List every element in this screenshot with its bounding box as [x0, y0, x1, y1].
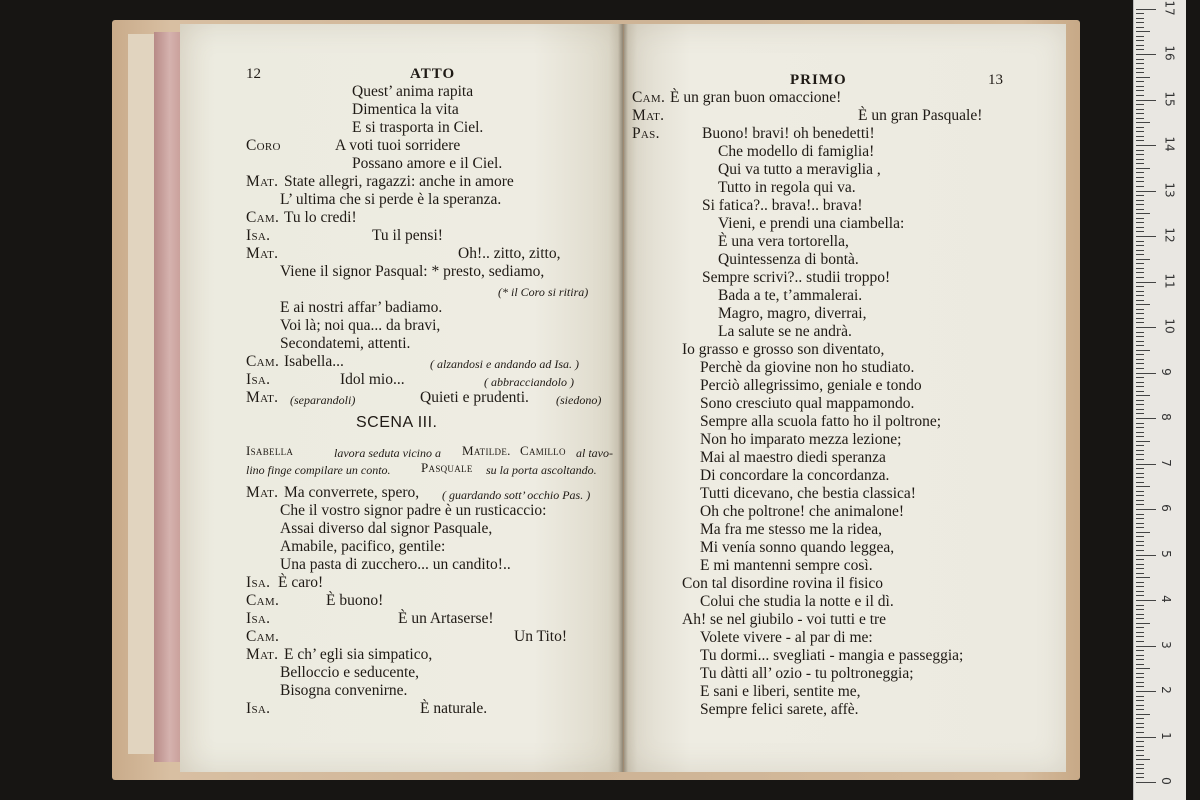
stage-direction: lino finge compilare un conto.: [246, 463, 391, 477]
stage-direction: ( abbracciandolo ): [484, 375, 574, 389]
ruler-tick: [1136, 377, 1144, 378]
speaker: Isa.: [246, 227, 271, 244]
verse-line: Bada a te, t’ammalerai.: [718, 287, 863, 304]
ruler-label: 7: [1158, 458, 1173, 467]
verse-line: Si fatica?.. brava!.. brava!: [702, 197, 863, 214]
measuring-ruler: [1133, 0, 1186, 800]
verse-line: Oh!.. zitto, zitto,: [458, 245, 561, 262]
ruler-tick: [1136, 518, 1144, 519]
ruler-tick: [1136, 523, 1144, 524]
ruler-tick: [1136, 77, 1150, 78]
ruler-tick: [1136, 573, 1144, 574]
ruler-tick: [1136, 236, 1156, 237]
ruler-tick: [1136, 195, 1144, 196]
ruler-tick: [1136, 714, 1150, 715]
ruler-tick: [1136, 618, 1144, 619]
ruler-tick: [1136, 673, 1144, 674]
ruler-tick: [1136, 13, 1144, 14]
ruler-tick: [1136, 514, 1144, 515]
verse-line: Tu il pensi!: [372, 227, 443, 244]
ruler-tick: [1136, 436, 1144, 437]
ruler-tick: [1136, 723, 1144, 724]
ruler-tick: [1136, 650, 1144, 651]
verse-line: Un Tito!: [514, 628, 567, 645]
ruler-tick: [1136, 373, 1156, 374]
ruler-tick: [1136, 318, 1144, 319]
ruler-label: 1: [1158, 731, 1173, 740]
ruler-tick: [1136, 591, 1144, 592]
verse-line: Tu dàtti all’ ozio - tu poltroneggia;: [700, 665, 914, 682]
verse-line: Quest’ anima rapita: [352, 83, 474, 100]
ruler-tick: [1136, 773, 1144, 774]
ruler-tick: [1136, 646, 1156, 647]
verse-line: È una vera tortorella,: [718, 233, 849, 250]
ruler-tick: [1136, 272, 1144, 273]
speaker: Mat.: [246, 389, 279, 406]
ruler-tick: [1136, 291, 1144, 292]
ruler-tick: [1136, 31, 1150, 32]
ruler-tick: [1136, 304, 1150, 305]
ruler-tick: [1136, 491, 1144, 492]
ruler-tick: [1136, 668, 1150, 669]
speaker: Mat.: [246, 484, 279, 501]
ruler-tick: [1136, 432, 1144, 433]
ruler-tick: [1136, 59, 1144, 60]
ruler-tick: [1136, 231, 1144, 232]
right-page: [624, 24, 1066, 772]
verse-line: Oh che poltrone! che animalone!: [700, 503, 904, 520]
ruler-tick: [1136, 686, 1144, 687]
ruler-tick: [1136, 191, 1156, 192]
ruler-tick: [1136, 504, 1144, 505]
ruler-tick: [1136, 727, 1144, 728]
ruler-tick: [1136, 245, 1144, 246]
ruler-tick: [1136, 222, 1144, 223]
ruler-tick: [1136, 664, 1144, 665]
speaker: Cam.: [632, 89, 666, 106]
verse-line: Che il vostro signor padre è un rusticaccio:: [280, 502, 547, 519]
speaker: Cam.: [246, 353, 280, 370]
ruler-tick: [1136, 159, 1144, 160]
ruler-tick: [1136, 313, 1144, 314]
ruler-tick: [1136, 718, 1144, 719]
speaker: Cam.: [246, 592, 280, 609]
verse-line: Colui che studia la notte e il dì.: [700, 593, 894, 610]
ruler-tick: [1136, 655, 1144, 656]
verse-line: Belloccio e seducente,: [280, 664, 420, 681]
verse-line: E ai nostri affar’ badiamo.: [280, 299, 443, 316]
ruler-tick: [1136, 118, 1144, 119]
ruler-tick: [1136, 36, 1144, 37]
verse-line: Volete vivere - al par di me:: [700, 629, 873, 646]
left-page: [180, 24, 623, 772]
verse-line: Voi là; noi qua... da bravi,: [280, 317, 441, 334]
speaker: Coro: [246, 137, 281, 154]
ruler-tick: [1136, 454, 1144, 455]
speaker: Mat.: [246, 173, 279, 190]
ruler-tick: [1136, 49, 1144, 50]
ruler-tick: [1136, 295, 1144, 296]
verse-line: Assai diverso dal signor Pasquale,: [280, 520, 493, 537]
ruler-tick: [1136, 54, 1156, 55]
verse-line: Quintessenza di bontà.: [718, 251, 859, 268]
stage-direction: (separandoli): [290, 393, 356, 407]
ruler-tick: [1136, 9, 1156, 10]
page-number: 12: [246, 66, 261, 82]
verse-line: E sani e liberi, sentite me,: [700, 683, 861, 700]
ruler-tick: [1136, 63, 1144, 64]
verse-line: È caro!: [278, 574, 324, 591]
verse-line: Sempre scrivi?.. studii troppo!: [702, 269, 891, 286]
ruler-tick: [1136, 350, 1150, 351]
ruler-tick: [1136, 345, 1144, 346]
ruler-tick: [1136, 286, 1144, 287]
page-edge: [154, 32, 180, 762]
stage-direction: ( alzandosi e andando ad Isa. ): [430, 357, 579, 371]
ruler-tick: [1136, 782, 1156, 783]
ruler-tick: [1136, 168, 1150, 169]
ruler-tick: [1136, 104, 1144, 105]
ruler-tick: [1136, 140, 1144, 141]
ruler-label: 2: [1158, 686, 1173, 694]
ruler-tick: [1136, 623, 1150, 624]
ruler-tick: [1136, 131, 1144, 132]
verse-line: Vieni, e prendi una ciambella:: [718, 215, 905, 232]
ruler-tick: [1136, 254, 1144, 255]
book-gutter: [618, 24, 628, 772]
ruler-tick: [1136, 641, 1144, 642]
ruler-tick: [1136, 359, 1144, 360]
ruler-tick: [1136, 413, 1144, 414]
verse-line: Idol mio...: [340, 371, 405, 388]
ruler-tick: [1136, 482, 1144, 483]
ruler-tick: [1136, 700, 1144, 701]
ruler-tick: [1136, 213, 1150, 214]
verse-line: Sono cresciuto qual mappamondo.: [700, 395, 915, 412]
verse-line: Tu dormi... svegliati - mangia e passeggia;: [700, 647, 964, 664]
verse-line: È un gran Pasquale!: [858, 107, 983, 124]
ruler-tick: [1136, 732, 1144, 733]
ruler-tick: [1136, 450, 1144, 451]
ruler-tick: [1136, 605, 1144, 606]
ruler-tick: [1136, 568, 1144, 569]
character-name: Pasquale: [421, 460, 473, 475]
verse-line: Che modello di famiglia!: [718, 143, 875, 160]
ruler-tick: [1136, 122, 1150, 123]
ruler-tick: [1136, 268, 1144, 269]
ruler-tick: [1136, 86, 1144, 87]
ruler-tick: [1136, 227, 1144, 228]
ruler-tick: [1136, 332, 1144, 333]
verse-line: Perchè da giovine non ho studiato.: [700, 359, 915, 376]
verse-line: E mi mantenni sempre così.: [700, 557, 873, 574]
ruler-tick: [1136, 150, 1144, 151]
stage-direction: al tavo-: [576, 446, 613, 460]
ruler-tick: [1136, 354, 1144, 355]
ruler-tick: [1136, 527, 1144, 528]
verse-line: Una pasta di zucchero... un candito!..: [280, 556, 511, 573]
ruler-tick: [1136, 250, 1144, 251]
verse-line: Mi venía sonno quando leggea,: [700, 539, 895, 556]
ruler-tick: [1136, 427, 1144, 428]
speaker: Cam.: [246, 628, 280, 645]
stage-direction: (siedono): [556, 393, 602, 407]
ruler-tick: [1136, 395, 1150, 396]
ruler-tick: [1136, 632, 1144, 633]
ruler-tick: [1136, 204, 1144, 205]
running-head: ATTO: [410, 66, 456, 82]
verse-line: Qui va tutto a meraviglia ,: [718, 161, 881, 178]
ruler-tick: [1136, 600, 1156, 601]
ruler-tick: [1136, 777, 1144, 778]
speaker: Mat.: [246, 245, 279, 262]
verse-line: Isabella...: [284, 353, 344, 370]
verse-line: Ma fra me stesso me la ridea,: [700, 521, 883, 538]
ruler-tick: [1136, 163, 1144, 164]
ruler-tick: [1136, 72, 1144, 73]
ruler-tick: [1136, 614, 1144, 615]
verse-line: Ah! se nel giubilo - voi tutti e tre: [682, 611, 887, 628]
ruler-tick: [1136, 209, 1144, 210]
ruler-tick: [1136, 550, 1144, 551]
verse-line: Viene il signor Pasqual: * presto, sediamo,: [280, 263, 545, 280]
scene-title: SCENA III.: [356, 414, 438, 431]
verse-line: E si trasporta in Ciel.: [352, 119, 484, 136]
ruler-tick: [1136, 468, 1144, 469]
ruler-tick: [1136, 200, 1144, 201]
ruler-tick: [1136, 746, 1144, 747]
ruler-tick: [1136, 764, 1144, 765]
page-number: 13: [988, 72, 1003, 88]
ruler-label: 3: [1158, 640, 1173, 649]
verse-line: La salute se ne andrà.: [718, 323, 852, 340]
ruler-tick: [1136, 636, 1144, 637]
verse-line: Sempre alla scuola fatto ho il poltrone;: [700, 413, 942, 430]
speaker: Pas.: [632, 125, 660, 142]
ruler-tick: [1136, 109, 1144, 110]
ruler-tick: [1136, 186, 1144, 187]
ruler-label: 12: [1162, 227, 1177, 243]
ruler-tick: [1136, 386, 1144, 387]
character-name: Isabella: [246, 443, 294, 458]
ruler-tick: [1136, 477, 1144, 478]
ruler-tick: [1136, 586, 1144, 587]
ruler-tick: [1136, 541, 1144, 542]
verse-line: Sempre felici sarete, affè.: [700, 701, 859, 718]
ruler-tick: [1136, 555, 1156, 556]
ruler-tick: [1136, 595, 1144, 596]
ruler-tick: [1136, 145, 1156, 146]
ruler-tick: [1136, 500, 1144, 501]
ruler-tick: [1136, 559, 1144, 560]
ruler-tick: [1136, 263, 1144, 264]
character-name: Matilde.: [462, 443, 511, 458]
verse-line: Tu lo credi!: [284, 209, 357, 226]
verse-line: Magro, magro, diverrai,: [718, 305, 867, 322]
ruler-label: 15: [1162, 90, 1177, 107]
verse-line: L’ ultima che si perde è la speranza.: [280, 191, 502, 208]
ruler-label: 9: [1158, 367, 1173, 376]
speaker: Cam.: [246, 209, 280, 226]
ruler-tick: [1136, 445, 1144, 446]
verse-line: Ma converrete, spero,: [284, 484, 420, 501]
ruler-tick: [1136, 241, 1144, 242]
ruler-tick: [1136, 418, 1156, 419]
verse-line: Secondatemi, attenti.: [280, 335, 411, 352]
ruler-label: 10: [1162, 318, 1177, 334]
ruler-tick: [1136, 495, 1144, 496]
ruler-tick: [1136, 691, 1156, 692]
ruler-tick: [1136, 582, 1144, 583]
verse-line: Perciò allegrissimo, geniale e tondo: [700, 377, 922, 394]
speaker: Isa.: [246, 610, 271, 627]
ruler-tick: [1136, 277, 1144, 278]
ruler-tick: [1136, 750, 1144, 751]
ruler-tick: [1136, 336, 1144, 337]
ruler-tick: [1136, 322, 1144, 323]
ruler-tick: [1136, 755, 1144, 756]
ruler-label: 0: [1158, 777, 1173, 785]
ruler-tick: [1136, 464, 1156, 465]
ruler-label: 16: [1162, 45, 1177, 61]
verse-line: Di concordare la concordanza.: [700, 467, 890, 484]
ruler-tick: [1136, 113, 1144, 114]
ruler-label: 8: [1158, 413, 1173, 421]
verse-line: Tutti dicevano, che bestia classica!: [700, 485, 916, 502]
verse-line: E ch’ egli sia simpatico,: [284, 646, 433, 663]
ruler-tick: [1136, 682, 1144, 683]
ruler-tick: [1136, 473, 1144, 474]
ruler-tick: [1136, 532, 1150, 533]
verse-line: Buono! bravi! oh benedetti!: [702, 125, 875, 142]
ruler-tick: [1136, 459, 1144, 460]
ruler-tick: [1136, 737, 1156, 738]
ruler-tick: [1136, 705, 1144, 706]
ruler-tick: [1136, 127, 1144, 128]
character-name: Camillo: [520, 443, 566, 458]
ruler-tick: [1136, 177, 1144, 178]
ruler-tick: [1136, 609, 1144, 610]
ruler-tick: [1136, 327, 1156, 328]
verse-line: A voti tuoi sorridere: [335, 137, 461, 154]
ruler-tick: [1136, 368, 1144, 369]
ruler-tick: [1136, 545, 1144, 546]
ruler-tick: [1136, 536, 1144, 537]
ruler-tick: [1136, 136, 1144, 137]
ruler-tick: [1136, 90, 1144, 91]
speaker: Mat.: [246, 646, 279, 663]
verse-line: È un Artaserse!: [398, 610, 494, 627]
ruler-tick: [1136, 423, 1144, 424]
ruler-label: 14: [1162, 136, 1177, 152]
stage-direction: su la porta ascoltando.: [486, 463, 597, 477]
ruler-label: 6: [1158, 504, 1173, 512]
verse-line: È un gran buon omaccione!: [670, 89, 842, 106]
running-head: PRIMO: [790, 72, 847, 88]
ruler-tick: [1136, 741, 1144, 742]
speaker: Isa.: [246, 574, 271, 591]
ruler-tick: [1136, 768, 1144, 769]
ruler-tick: [1136, 759, 1150, 760]
verse-line: Non ho imparato mezza lezione;: [700, 431, 902, 448]
ruler-tick: [1136, 409, 1144, 410]
speaker: Isa.: [246, 371, 271, 388]
ruler-tick: [1136, 22, 1144, 23]
ruler-label: 5: [1158, 549, 1173, 558]
speaker: Isa.: [246, 700, 271, 717]
ruler-tick: [1136, 282, 1156, 283]
ruler-tick: [1136, 95, 1144, 96]
ruler-tick: [1136, 400, 1144, 401]
verse-line: È naturale.: [420, 700, 488, 717]
ruler-tick: [1136, 300, 1144, 301]
ruler-label: 13: [1162, 181, 1177, 198]
verse-line: Amabile, pacifico, gentile:: [280, 538, 446, 555]
stage-direction: (* il Coro si ritira): [498, 285, 589, 299]
speaker: Mat.: [632, 107, 665, 124]
ruler-tick: [1136, 154, 1144, 155]
verse-line: È buono!: [326, 592, 384, 609]
ruler-tick: [1136, 181, 1144, 182]
ruler-tick: [1136, 18, 1144, 19]
ruler-tick: [1136, 391, 1144, 392]
ruler-tick: [1136, 259, 1150, 260]
ruler-tick: [1136, 659, 1144, 660]
ruler-tick: [1136, 27, 1144, 28]
ruler-tick: [1136, 564, 1144, 565]
ruler-tick: [1136, 218, 1144, 219]
ruler-tick: [1136, 696, 1144, 697]
verse-line: Mai al maestro diedi speranza: [700, 449, 886, 466]
verse-line: Quieti e prudenti.: [420, 389, 529, 406]
ruler-tick: [1136, 709, 1144, 710]
ruler-tick: [1136, 40, 1144, 41]
ruler-tick: [1136, 382, 1144, 383]
stage-direction: ( guardando sott’ occhio Pas. ): [442, 488, 591, 502]
ruler-tick: [1136, 100, 1156, 101]
ruler-tick: [1136, 68, 1144, 69]
ruler-tick: [1136, 577, 1150, 578]
verse-line: Possano amore e il Ciel.: [352, 155, 503, 172]
ruler-tick: [1136, 677, 1144, 678]
verse-line: Con tal disordine rovina il fisico: [682, 575, 884, 592]
ruler-tick: [1136, 309, 1144, 310]
ruler-label: 11: [1162, 272, 1177, 289]
verse-line: Io grasso e grosso son diventato,: [682, 341, 885, 358]
ruler-tick: [1136, 404, 1144, 405]
ruler-tick: [1136, 486, 1150, 487]
ruler-tick: [1136, 363, 1144, 364]
ruler-tick: [1136, 627, 1144, 628]
ruler-tick: [1136, 172, 1144, 173]
ruler-tick: [1136, 441, 1150, 442]
verse-line: Tutto in regola qui va.: [718, 179, 856, 196]
verse-line: Bisogna convenirne.: [280, 682, 408, 699]
ruler-label: 17: [1162, 0, 1177, 16]
verse-line: Dimentica la vita: [352, 101, 459, 118]
verse-line: State allegri, ragazzi: anche in amore: [284, 173, 514, 190]
stage-direction: lavora seduta vicino a: [334, 446, 441, 460]
ruler-tick: [1136, 81, 1144, 82]
ruler-label: 4: [1158, 595, 1173, 603]
ruler-tick: [1136, 341, 1144, 342]
ruler-tick: [1136, 509, 1156, 510]
ruler-tick: [1136, 45, 1144, 46]
